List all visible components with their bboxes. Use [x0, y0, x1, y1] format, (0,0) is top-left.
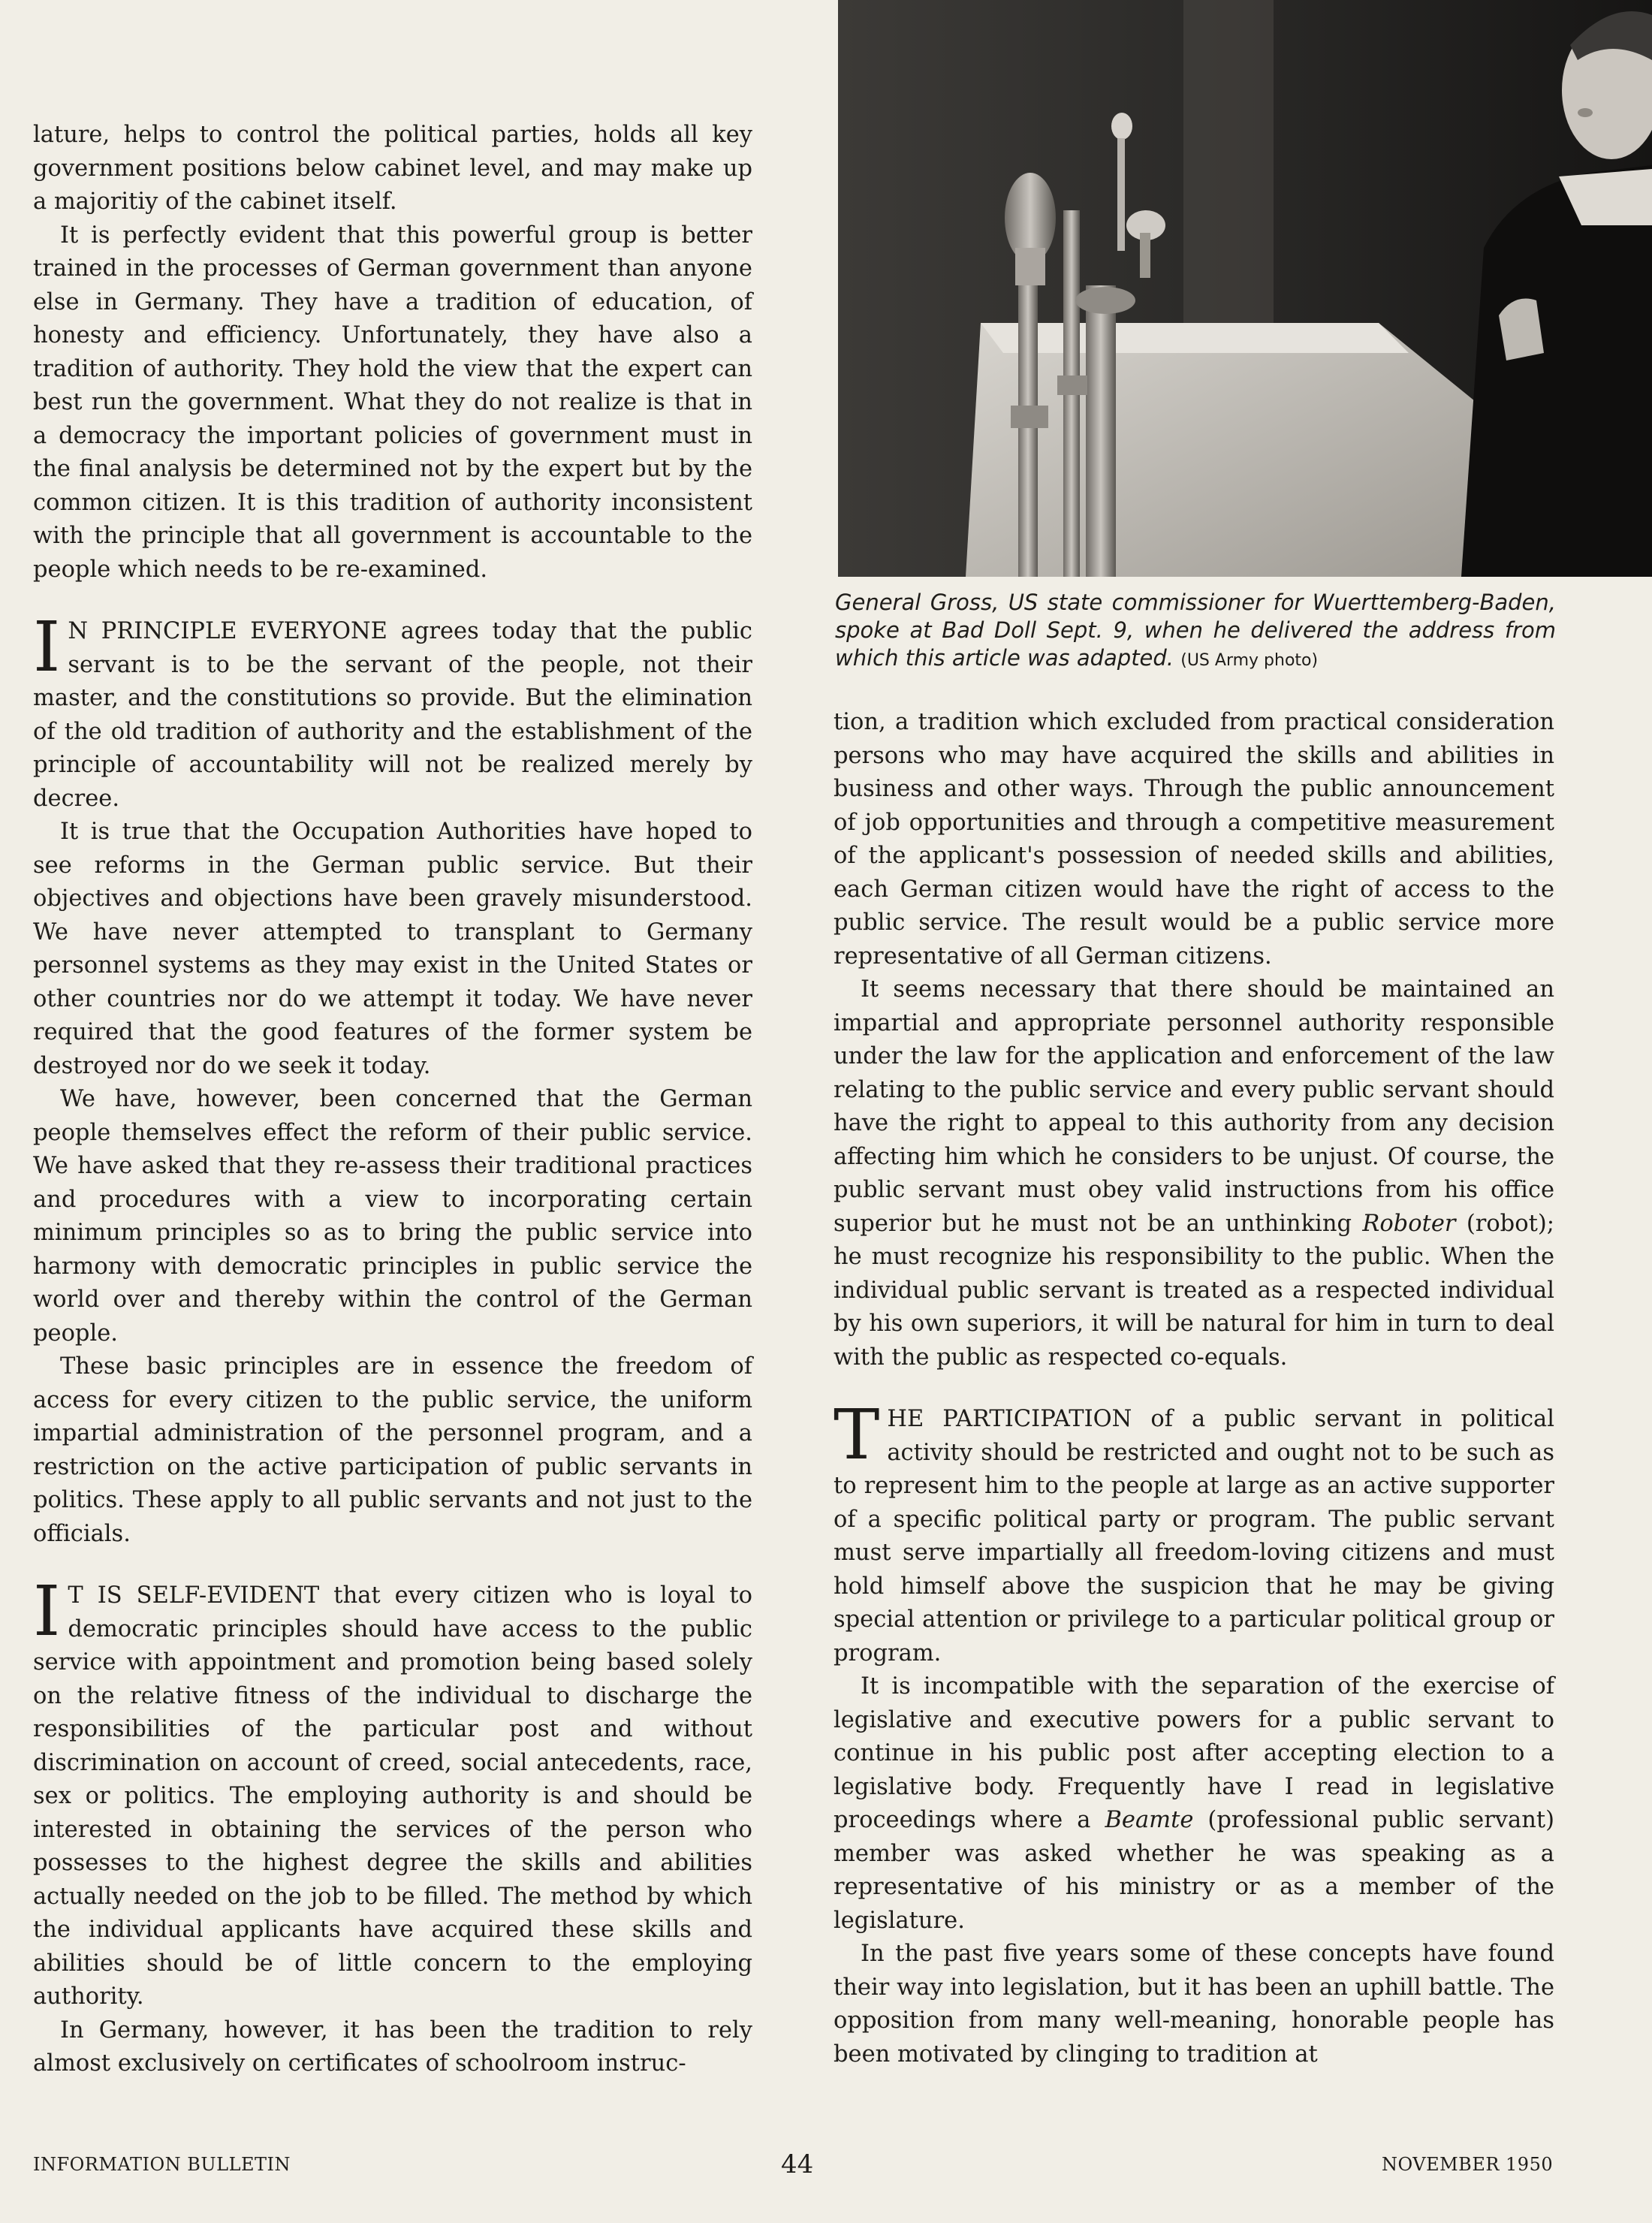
- lead-in: N PRINCIPLE EVERYONE: [68, 618, 387, 644]
- drop-cap: I: [33, 607, 61, 687]
- footer-publication: INFORMATION BULLETIN: [33, 2154, 291, 2175]
- paragraph: It is perfectly evident that this powerful group is better trained in the processes of German government than anyone else in Germany. They have a tradition of education, of honesty and efficiency. Unfortunately, they have also a tradition of authority. They hold the view that the expert can best run the government. What they do not realize is that in a democracy the important policies of government must in the final analysis be determined not by the expert but by the common citizen. It is this tradition of authority inconsistent with the principle that all government is accountable to the people which needs to be re-examined.: [33, 222, 752, 583]
- right-column: [834, 706, 1554, 2071]
- paragraph: It is true that the Occupation Authorities have hoped to see reforms in the German public service. But their objectives and objections have been gravely misunderstood. We have never attempted to transplant to Germany personnel systems as they may exist in the United States or other countries nor do we attempt it today. We have never required that the good features of the former system be destroyed nor do we seek it today.: [33, 819, 752, 1079]
- caption-text: General Gross, US state commissioner for Wuerttemberg-Baden, spoke at Bad Doll Sept. 9, when he delivered the address from which this article was adapted.: [835, 590, 1556, 671]
- paragraph-text: that every citizen who is loyal to democratic principles should have access to the public service with appointment and promotion being based solely on the relative fitness of the individual to discharge the responsibilities of the particular post and without discrimination on account of creed, social antecedents, race, sex or politics. The employing authority is and should be interested in obtaining the services of the person who possesses to the highest degree the skills and abilities actually needed on the job to be filled. The method by which the individual applicants have acquired these skills and abilities should be of little concern to the employing authority.: [33, 1582, 752, 2010]
- speaker-photo-image: [838, 0, 1652, 577]
- section-paragraph: [834, 1395, 1554, 1670]
- italic-term: Roboter: [1362, 1210, 1456, 1237]
- left-column: [33, 119, 752, 2081]
- drop-cap: T: [834, 1395, 880, 1475]
- section-paragraph: [33, 1571, 752, 2014]
- lead-in: HE PARTICIPATION: [887, 1406, 1132, 1432]
- italic-term: Beamte: [1105, 1807, 1194, 1833]
- footer-date: NOVEMBER 1950: [1382, 2154, 1554, 2175]
- paragraph-text: (professional public servant) member was asked whether he was speaking as a representative of his ministry or as a member of the legislature.: [834, 1807, 1554, 1934]
- photo-credit: (US Army photo): [1180, 651, 1319, 670]
- speaker-photo: [838, 0, 1652, 577]
- paragraph: In Germany, however, it has been the tradition to rely almost exclusively on certificates of schoolroom instruc-: [33, 2016, 752, 2077]
- lead-in: T IS SELF-EVIDENT: [68, 1582, 320, 1609]
- paragraph: tion, a tradition which excluded from practical consideration persons who may have acquired the skills and abilities in business and other ways. Through the public announcement of job opportunities and through a competitive measurement of the applicant's possession of needed skills and abilities, each German citizen would have the right of access to the public service. The result would be a public service more representative of all German citizens.: [834, 709, 1554, 970]
- paragraph: We have, however, been concerned that the German people themselves effect the reform of their public service. We have asked that they re-assess their traditional practices and procedures with a view to incorporating certain minimum principles so as to bring the public service into harmony with democratic principles in public service the world over and thereby within the control of the German people.: [33, 1086, 752, 1347]
- paragraph-text: of a public servant in political activity should be restricted and ought not to be such as to represent him to the people at large as an active supporter of a specific political party or program. The public servant must serve impartially all freedom-loving citizens and must hold himself above the suspicion that he may be giving special attention or privilege to a particular political group or program.: [834, 1406, 1554, 1666]
- paragraph: lature, helps to control the political parties, holds all key government positions below cabinet level, and may make up a majoritiy of the cabinet itself.: [33, 122, 752, 215]
- paragraph-text: (robot); he must recognize his responsibility to the public. When the individual public servant is treated as a respected individual by his own superiors, it will be natural for him in turn to deal with the public as respected co-equals.: [834, 1210, 1554, 1371]
- paragraph: [834, 1670, 1554, 1938]
- section-paragraph: [33, 607, 752, 816]
- paragraph: These basic principles are in essence the freedom of access for every citizen to the public service, the uniform impartial administration of the personnel program, and a restriction on the active participation of public servants in politics. These apply to all public servants and not just to the officials.: [33, 1353, 752, 1547]
- paragraph-text: It is incompatible with the separation of the exercise of legislative and executive powers for a public servant to continue in his public post after accepting election to a legislative body. Frequently have I read in legislative proceedings where a: [834, 1673, 1554, 1833]
- page-number: 44: [781, 2149, 814, 2179]
- photo-caption: [835, 589, 1556, 674]
- paragraph-text: agrees today that the public servant is to be the servant of the people, not their master, and the constitutions so provide. But the elimination of the old tradition of authority and the establishment of the principle of accountability will not be realized merely by decree.: [33, 618, 752, 812]
- paragraph: [834, 973, 1554, 1374]
- paragraph: In the past five years some of these concepts have found their way into legislation, but it has been an uphill battle. The opposition from many well-meaning, honorable people has been motivated by clinging to tradition at: [834, 1941, 1554, 2068]
- paragraph-text: It seems necessary that there should be maintained an impartial and appropriate personnel authority responsible under the law for the application and enforcement of the law relating to the public service and every public servant should have the right to appeal to this authority from any decision affecting him which he considers to be unjust. Of course, the public servant must obey valid instructions from his office superior but he must not be an unthinking: [834, 976, 1554, 1237]
- drop-cap: I: [33, 1571, 61, 1651]
